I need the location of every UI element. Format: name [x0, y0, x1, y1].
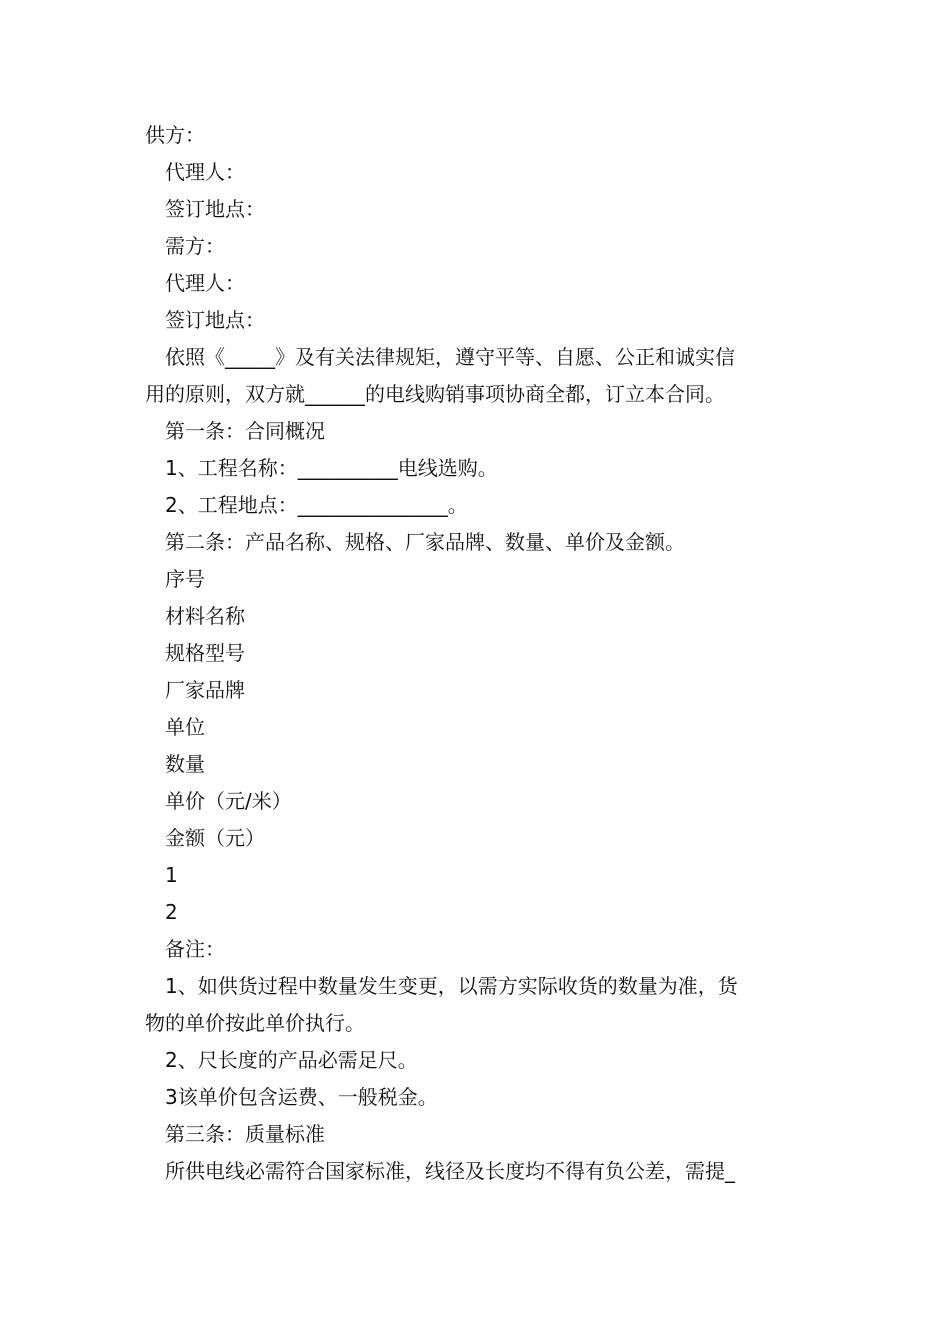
preamble-line-2: 用的原则，双方就______的电线购销事项协商全都，订立本合同。: [145, 382, 725, 406]
project-location-line: 2、工程地点：_______________。: [165, 493, 468, 517]
table-header-unit-price: 单价（元/米）: [165, 789, 292, 813]
article-3-heading: 第三条：质量标准: [165, 1122, 325, 1146]
table-header-material-name: 材料名称: [165, 604, 245, 628]
document-page: [145, 117, 810, 1190]
article-2-heading: 第二条：产品名称、规格、厂家品牌、数量、单价及金额。: [165, 530, 685, 554]
table-header-amount: 金额（元）: [165, 826, 265, 850]
buyer-label: 需方：: [165, 234, 225, 258]
table-header-brand: 厂家品牌: [165, 678, 245, 702]
buyer-signing-place-label: 签订地点：: [165, 308, 265, 332]
table-header-serial: 序号: [165, 567, 205, 591]
table-row-2-serial: 2: [165, 900, 178, 924]
table-row-1-serial: 1: [165, 863, 178, 887]
buyer-agent-label: 代理人：: [165, 271, 245, 295]
quality-standard-line-1: 所供电线必需符合国家标准，线径及长度均不得有负公差，需提_: [165, 1159, 735, 1183]
remarks-heading: 备注：: [165, 937, 225, 961]
project-name-line: 1、工程名称：__________电线选购。: [165, 456, 498, 480]
supplier-signing-place-label: 签订地点：: [165, 197, 265, 221]
article-1-heading: 第一条：合同概况: [165, 419, 325, 443]
table-header-quantity: 数量: [165, 752, 205, 776]
table-header-spec-model: 规格型号: [165, 641, 245, 665]
preamble-line-1: 依照《_____》及有关法律规矩，遵守平等、自愿、公正和诚实信: [165, 345, 735, 369]
supplier-agent-label: 代理人：: [165, 160, 245, 184]
remark-2: 2、尺长度的产品必需足尺。: [165, 1048, 418, 1072]
remark-3: 3该单价包含运费、一般税金。: [165, 1085, 438, 1109]
supplier-label: 供方：: [145, 123, 205, 147]
table-header-unit: 单位: [165, 715, 205, 739]
remark-1-line-2: 物的单价按此单价执行。: [145, 1011, 365, 1035]
remark-1-line-1: 1、如供货过程中数量发生变更，以需方实际收货的数量为准，货: [165, 974, 738, 998]
